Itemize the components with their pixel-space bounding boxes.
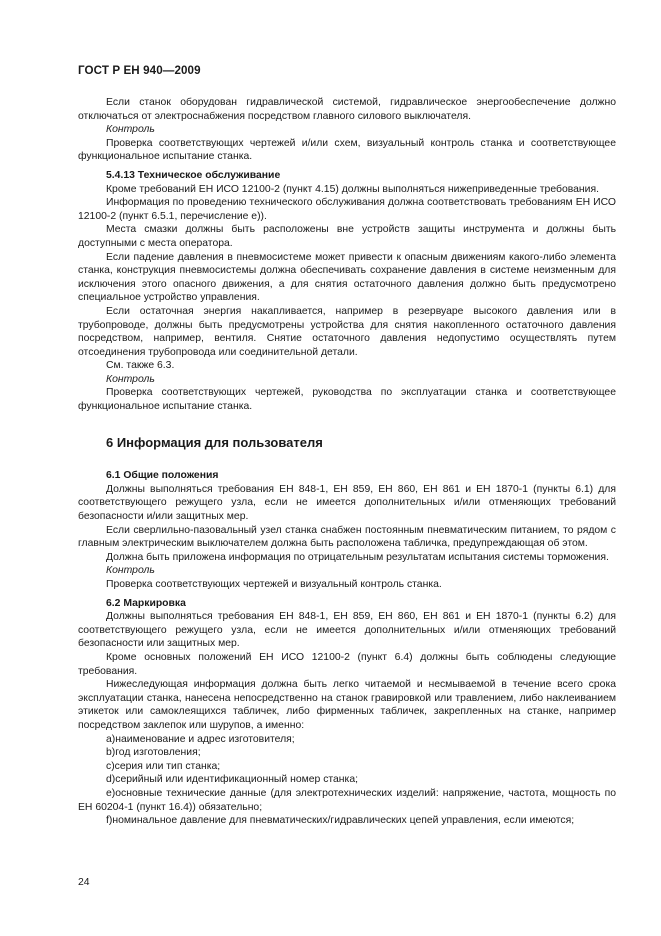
list-item-text: год изготовления; [115,747,201,759]
paragraph: Если сверлильно-пазовальный узел станка снабжен постоянным пневматическим питанием, то рядом с главным электрическим выключателем должна быть расположена табличка, предупреждающая об этом. [78,524,616,550]
document-body [78,96,616,828]
paragraph: Если станок оборудован гидравлической системой, гидравлическое энергообеспечение должно отключаться от электроснабжения посредством главного силового выключателя. [78,97,616,122]
paragraph: Должна быть приложена информация по отрицательным результатам испытания системы торможения. [106,551,609,563]
control-label: Контроль [106,124,155,136]
paragraph: Должны выполняться требования ЕН 848-1, ЕН 859, ЕН 860, ЕН 861 и ЕН 1870-1 (пункты 6.2) для соответствующего режущего узла, если не имеется дополнительных и/или отменяющих требований безопасности или защитных мер. [78,611,616,650]
section-title: 6 Информация для пользователя [106,434,323,450]
control-label: Контроль [106,373,155,385]
subsection-title: 6.1 Общие положения [106,470,219,482]
list-item-letter: c) [106,760,115,772]
paragraph: Проверка соответствующих чертежей, руководства по эксплуатации станка и соответствующее функциональное испытание станка. [78,387,616,413]
paragraph: См. также 6.3. [106,360,175,372]
page-number: 24 [78,877,90,888]
list-item-text: номинальное давление для пневматических/гидравлических цепей управления, если имеются; [112,815,575,827]
control-label: Контроль [106,565,155,577]
paragraph: Если падение давления в пневмосистеме может привести к опасным движениям какого-либо элемента станка, конструкция пневмосистемы должна обеспечивать сохранение давления в системе неизменным для исключения этого опасного движения, а для снятия остаточного давления должно быть предусмотрено специальное устройство управления. [78,251,616,304]
list-item-text: наименование и адрес изготовителя; [115,733,295,745]
list-item-letter: e) [106,787,116,799]
paragraph: Проверка соответствующих чертежей и/или схем, визуальный контроль станка и соответствующее функциональное испытание станка. [78,137,616,163]
paragraph: Проверка соответствующих чертежей и визуальный контроль станка. [106,579,442,590]
list-item [78,760,616,774]
paragraph: Если остаточная энергия накапливается, например в резервуаре высокого давления или в трубопроводе, должны быть предусмотрены устройства для снятия накопленного остаточного давления посредством, например, вентиля. Снятие остаточного давления недопустимо осуществлять путем отсоединения трубопровода или соединительной детали. [78,305,616,358]
list-item-letter: d) [106,774,116,786]
paragraph: Информация по проведению технического обслуживания должна соответствовать требованиям ЕН ИСО 12100-2 (пункт 6.5.1, перечисление е)). [78,197,616,222]
paragraph: Места смазки должны быть расположены вне устройств защиты инструмента и должны быть доступными с места оператора. [78,224,616,249]
list-item-text: серийный или идентификационный номер станка; [115,774,358,786]
list-item [78,746,616,760]
subsection-title: 6.2 Маркировка [106,597,186,609]
list-item-letter: b) [106,747,116,759]
paragraph: Кроме основных положений ЕН ИСО 12100-2 (пункт 6.4) должны быть соблюдены следующие требования. [78,651,616,677]
list-item [78,787,616,814]
list-item [78,773,616,787]
subsection-title: 5.4.13 Техническое обслуживание [106,169,281,181]
paragraph: Кроме требований ЕН ИСО 12100-2 (пункт 4.15) должны выполняться нижеприведенные требования. [106,183,599,195]
list-item-text: серия или тип станка; [114,760,221,772]
list-item-letter: a) [106,733,116,745]
paragraph: Должны выполняться требования ЕН 848-1, ЕН 859, ЕН 860, ЕН 861 и ЕН 1870-1 (пункты 6.1) для соответствующего режущего узла, если не имеется дополнительных и/или отменяющих требований безопасности и/или защитных мер. [78,483,616,523]
document-header: ГОСТ Р ЕН 940—2009 [78,64,201,77]
list-item-text: основные технические данные (для электротехнических изделий: напряжение, частота, мощность по ЕН 60204-1 (пункт 16.4)) обязательно; [78,787,616,813]
paragraph: Нижеследующая информация должна быть легко читаемой и несмываемой в течение всего срока эксплуатации станка, нанесена непосредственно на станок гравировкой или травлением, либо наклеиванием этикеток или самоклеящихся табличек, либо фирменных табличек, закрепленных на станке, например посредством заклепок или шурупов, а именно: [78,679,616,731]
list-item [78,814,616,828]
list-item [78,733,616,747]
list-item-letter: f) [106,815,113,827]
